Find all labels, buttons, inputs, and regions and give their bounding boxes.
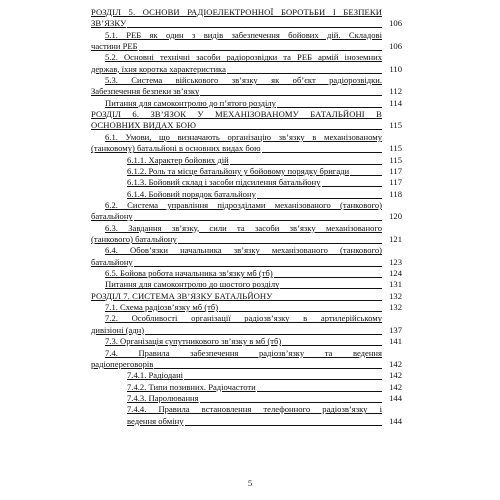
toc-line-text: 6.1.2. Роль та місце батальйону у бойовому порядку бригади — [127, 165, 350, 176]
toc-line-text: 7.2. Особливості організації радіозв’язку в артилерійському — [105, 313, 382, 324]
toc-line — [0, 279, 402, 290]
toc-line — [0, 416, 402, 427]
toc-line-text: 6.3. Завдання зв’язку, сили та засоби зв’язку механізованого — [105, 222, 382, 233]
toc-page-number: 110 — [389, 63, 402, 74]
toc-page-number: 118 — [389, 188, 402, 199]
toc-line-text: 7.3. Організація супутникового зв’язку в мб (тб) — [105, 336, 282, 347]
toc-page-number: 132 — [389, 290, 402, 301]
toc-page-number: 144 — [389, 415, 402, 426]
toc-page-number: 132 — [389, 302, 402, 313]
toc-line-text: (танковому) батальйоні в основних видах бою — [91, 143, 261, 154]
toc-line — [0, 348, 402, 359]
toc-line-text: 6.1.3. Бойовий склад і засоби підсилення батальйону — [127, 177, 321, 188]
toc-line — [0, 41, 402, 52]
toc-line-text: ОСНОВНИХ ВИДАХ БОЮ — [91, 120, 197, 131]
toc-line-text: дивізіоні (адн) — [91, 324, 145, 335]
toc-line-text: 6.4. Обов’язки начальника зв’язку механізованого (танкового) — [105, 245, 382, 256]
toc-line-text: РОЗДІЛ 7. СИСТЕМА ЗВ’ЯЗКУ БАТАЛЬЙОНУ — [91, 290, 273, 301]
toc-line-text: 6.1.4. Бойовий порядок батальйону — [127, 188, 256, 199]
toc-line-text: ЗВ’ЯЗКУ — [91, 18, 127, 29]
toc-leader-line — [145, 334, 382, 335]
toc-page-number: 114 — [389, 97, 402, 108]
toc-page-number: 124 — [389, 268, 402, 279]
toc-line — [0, 211, 402, 222]
toc-leader-line — [230, 164, 382, 165]
toc-line — [0, 223, 402, 234]
toc-line-text: Питання для самоконтролю до шостого розділу — [105, 279, 280, 290]
toc-line-text: 5.3. Система військового зв’язку як об’єкт радіорозвідки. — [105, 75, 382, 86]
toc-page-number: 117 — [389, 177, 402, 188]
toc-line-text: 7.4. Правила забезпечення радіозв’язку та ведення — [105, 347, 382, 358]
toc-line-text: 6.5. Бойова робота начальника зв’язку мб (тб) — [105, 268, 273, 279]
toc-page-number: 106 — [389, 41, 402, 52]
toc-line — [0, 336, 402, 347]
toc-line-text: батальйону — [91, 256, 133, 267]
toc-line — [0, 393, 402, 404]
toc-line — [0, 291, 402, 302]
toc-line — [0, 382, 402, 393]
toc-line-text: РОЗДІЛ 5. ОСНОВИ РАДІОЕЛЕКТРОННОЇ БОРОТЬБИ І БЕЗПЕКИ — [91, 7, 382, 17]
toc-line-text: Питання для самоконтролю до п’ятого розділу — [105, 97, 276, 108]
toc-line — [0, 75, 402, 86]
toc-leader-line — [134, 266, 382, 267]
toc-leader-line — [262, 152, 382, 153]
toc-leader-line — [280, 288, 382, 289]
toc-leader-line — [127, 27, 382, 28]
toc-page-number: 123 — [389, 256, 402, 267]
toc-line — [0, 64, 402, 75]
toc-leader-line — [274, 277, 382, 278]
toc-line — [0, 359, 402, 370]
toc-line-text: 7.4.2. Типи позивних. Радіочастоти — [127, 381, 256, 392]
toc-line — [0, 120, 402, 131]
toc-leader-line — [185, 425, 382, 426]
toc-line — [0, 30, 402, 41]
toc-line-text: 5.1. РЕБ як один з видів забезпечення бойових дій. Складові — [105, 29, 382, 40]
toc-page-number: 115 — [389, 143, 402, 154]
toc-leader-line — [154, 368, 382, 369]
toc-line-text: Забезпечення безпеки зв’язку — [91, 86, 200, 97]
toc-page-number: 120 — [389, 211, 402, 222]
toc-line — [0, 177, 402, 188]
toc-line — [0, 109, 402, 120]
toc-leader-line — [350, 175, 382, 176]
toc-line-text: РОЗДІЛ 6. ЗВ’ЯЗОК У МЕХАНІЗОВАНОМУ БАТАЛЬЙОНІ В — [91, 109, 382, 120]
toc-line — [0, 143, 402, 154]
toc-page-number: 121 — [389, 233, 402, 244]
toc-leader-line — [219, 311, 382, 312]
toc-page-number: 112 — [389, 86, 402, 97]
toc-line — [0, 404, 402, 415]
toc-line — [0, 257, 402, 268]
toc-line — [0, 302, 402, 313]
toc-leader-line — [282, 345, 382, 346]
toc-page-number: 142 — [389, 358, 402, 369]
toc-line — [0, 325, 402, 336]
toc-line-text: 6.1.1. Характер бойових дій — [127, 154, 229, 165]
toc-line — [0, 200, 402, 211]
page-number: 5 — [247, 478, 253, 488]
toc-leader-line — [200, 95, 382, 96]
toc-line-text: 6.1. Умови, що визначають організацію зв’язку в механізованому — [105, 131, 382, 142]
toc-line — [0, 166, 402, 177]
toc-line — [0, 268, 402, 279]
toc-leader-line — [184, 379, 382, 380]
toc-leader-line — [227, 73, 382, 74]
toc-line — [0, 52, 402, 63]
toc-page-number: 144 — [389, 392, 402, 403]
toc-leader-line — [139, 50, 382, 51]
toc-line-text: (танкового) батальйону — [91, 233, 177, 244]
toc-line — [0, 18, 402, 29]
toc-line-text: 6.2. Система управління підрозділами механізованого (танкового) — [105, 199, 382, 210]
toc-leader-line — [134, 220, 382, 221]
toc-line — [0, 313, 402, 324]
toc-line-text: держав, їхня коротка характеристика — [91, 63, 226, 74]
toc-line — [0, 189, 402, 200]
toc-page-number: 141 — [389, 336, 402, 347]
toc-page-number: 131 — [389, 279, 402, 290]
toc-leader-line — [257, 198, 382, 199]
toc-line-text: частини РЕБ — [91, 41, 138, 52]
toc-leader-line — [270, 300, 382, 301]
toc-line-text: 7.4.1. Радіодані — [127, 370, 184, 381]
toc-line — [0, 132, 402, 143]
toc-page-number: 117 — [389, 165, 402, 176]
toc-line-text: 5.2. Основні технічні засоби радіорозвідки та РЕБ армій іноземних — [105, 52, 382, 63]
toc-line-text: 7.4.3. Паролювання — [127, 392, 199, 403]
toc-page-number: 106 — [389, 18, 402, 29]
toc-line — [0, 370, 402, 381]
toc-line — [0, 234, 402, 245]
toc-line-text: 7.4.4. Правила встановлення телефонного радіозв’язку і — [127, 404, 382, 415]
toc-line-text: ведення обміну — [127, 415, 184, 426]
toc-leader-line — [200, 402, 382, 403]
toc-page-number: 115 — [389, 120, 402, 131]
toc-leader-line — [178, 243, 382, 244]
toc-leader-line — [195, 129, 382, 130]
toc-leader-line — [322, 186, 383, 187]
toc-line — [0, 86, 402, 97]
toc-line-text: 7.1. Схема радіозв’язку мб (тб) — [105, 302, 219, 313]
toc-leader-line — [257, 391, 382, 392]
toc-page-number: 137 — [389, 324, 402, 335]
toc-line — [0, 245, 402, 256]
toc-line — [0, 7, 402, 18]
toc-page-number: 142 — [389, 370, 402, 381]
toc-leader-line — [277, 107, 382, 108]
toc-line — [0, 98, 402, 109]
toc-page-number: 142 — [389, 381, 402, 392]
toc-line-text: батальйону — [91, 211, 133, 222]
toc-line — [0, 155, 402, 166]
toc-page-number: 115 — [389, 154, 402, 165]
toc-line-text: радіопереговорів — [91, 358, 154, 369]
